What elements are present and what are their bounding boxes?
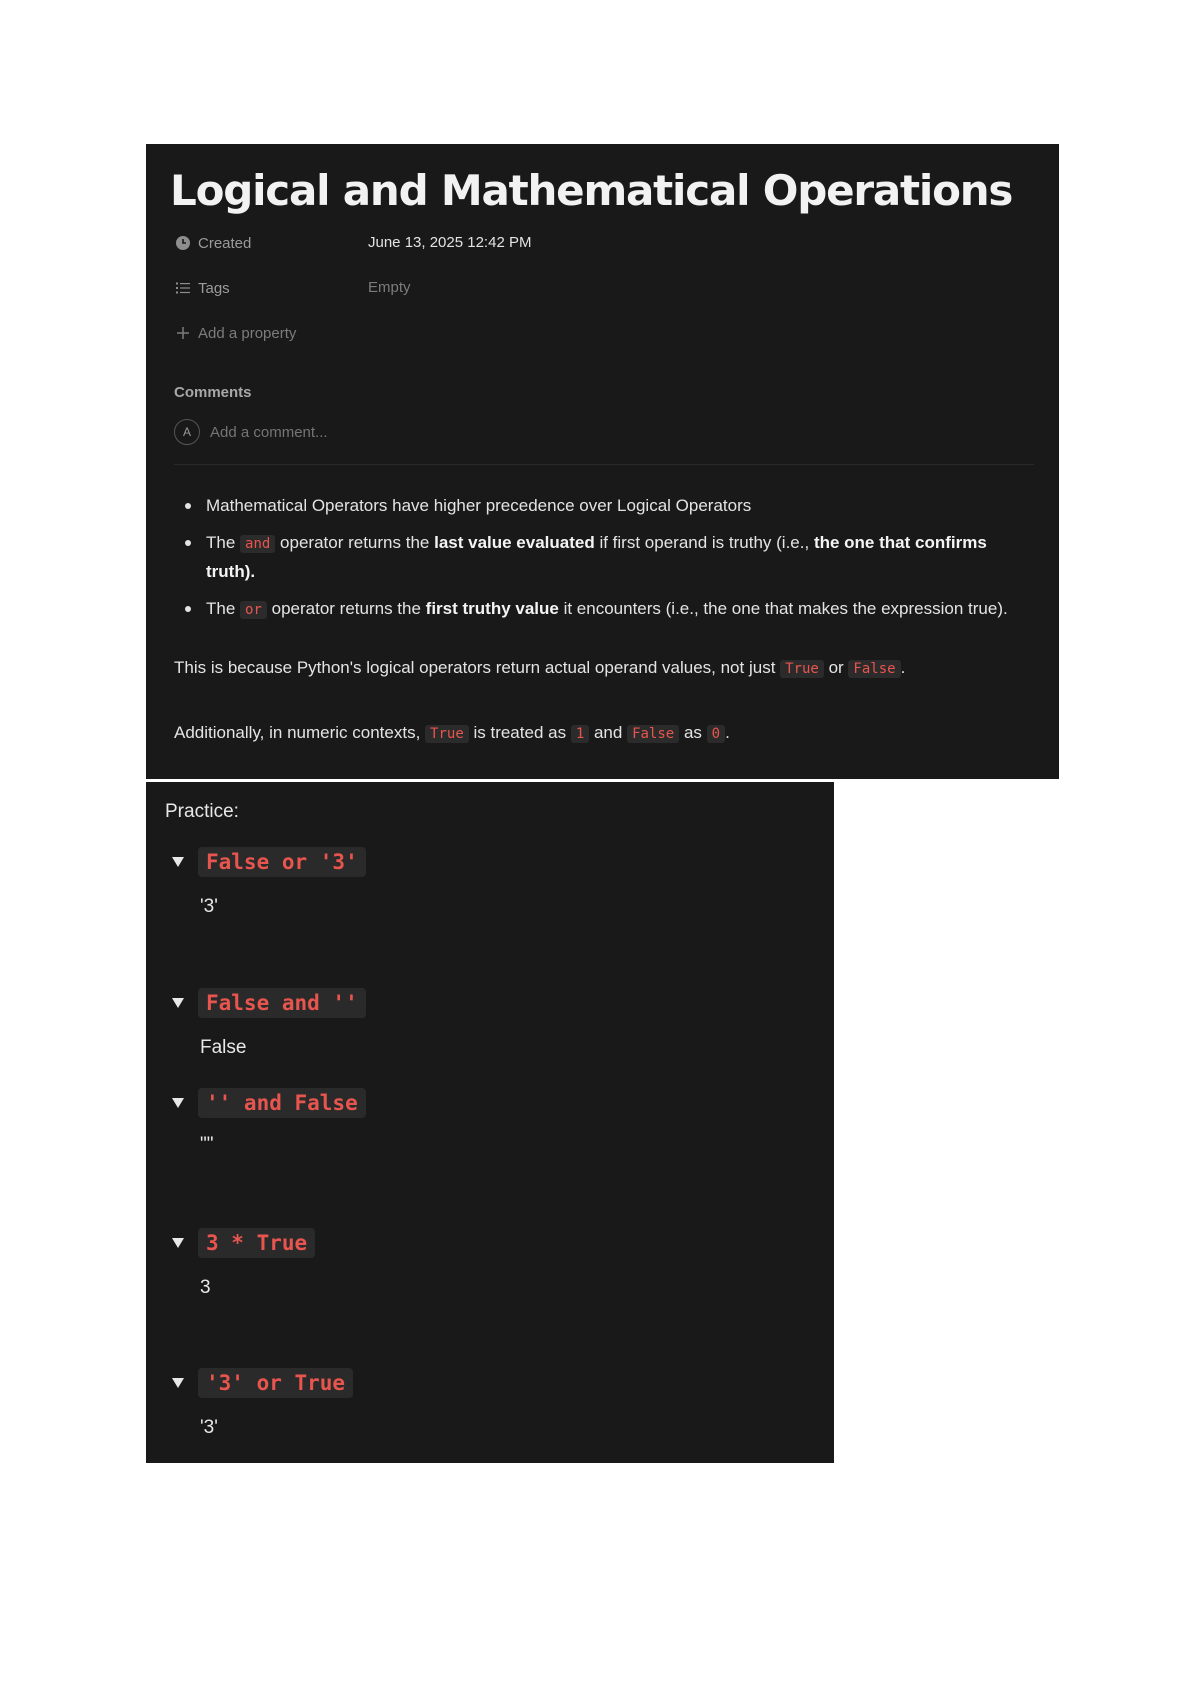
inline-code: False [848,660,900,678]
plus-icon [174,324,192,342]
toggle-answer: '3' [200,1417,218,1438]
para-text: is treated as [468,723,571,742]
toggle-block[interactable] [172,988,366,1018]
inline-code: True [425,725,469,743]
paragraph [174,719,1034,748]
triangle-down-icon[interactable] [172,998,184,1008]
comments-heading: Comments [174,384,252,401]
bullet-text: The [206,599,241,618]
toggle-code: False and '' [198,988,366,1018]
para-text: Additionally, in numeric contexts, [174,723,426,742]
toggle-block[interactable] [172,1228,315,1258]
toggle-code: '3' or True [198,1368,353,1398]
list-icon [174,279,192,297]
para-text: . [900,658,906,677]
property-value: Empty [368,279,411,296]
notion-page-panel [146,144,1059,779]
toggle-block[interactable] [172,847,366,877]
inline-code: 0 [707,725,725,743]
property-value: June 13, 2025 12:42 PM [368,234,532,251]
avatar: A [174,419,200,445]
triangle-down-icon[interactable] [172,1378,184,1388]
para-text: . [725,723,730,742]
toggle-code: '' and False [198,1088,366,1118]
bullet-text: operator returns the [275,533,435,552]
comment-input[interactable] [210,424,510,441]
paragraph [174,654,1034,683]
bold-text: first truthy value [425,599,559,618]
bullet-text: The [206,533,241,552]
triangle-down-icon[interactable] [172,1098,184,1108]
add-property-button[interactable] [174,321,296,345]
property-tags[interactable] [174,276,411,300]
inline-code: 1 [571,725,589,743]
practice-panel [146,782,834,1463]
property-label: Tags [198,279,230,297]
property-created[interactable] [174,231,532,255]
triangle-down-icon[interactable] [172,1238,184,1248]
toggle-answer: 3 [200,1277,211,1298]
para-text: and [589,723,628,742]
bullet-text: if first operand is truthy (i.e., [594,533,814,552]
page-title: Logical and Mathematical Operations [170,166,1013,215]
inline-code: True [780,660,824,678]
notes-list [174,492,1034,633]
toggle-block[interactable] [172,1368,353,1398]
para-text: or [823,658,849,677]
para-text: as [679,723,707,742]
inline-code: or [240,601,267,619]
toggle-answer: False [200,1037,247,1058]
toggle-answer: '3' [200,896,218,917]
bullet-text: operator returns the [266,599,426,618]
comment-row [174,419,510,445]
bullet-text: Mathematical Operators have higher precedence over Logical Operators [206,496,752,515]
inline-code: and [240,535,275,553]
practice-heading: Practice: [165,801,239,822]
list-item [174,529,1034,586]
inline-code: False [627,725,679,743]
bullet-text: it encounters (i.e., the one that makes the expression true). [558,599,1008,618]
toggle-answer: "" [200,1134,214,1155]
triangle-down-icon[interactable] [172,857,184,867]
para-text: This is because Python's logical operators return actual operand values, not just [174,658,781,677]
property-label: Created [198,234,252,252]
toggle-block[interactable] [172,1088,366,1118]
list-item [174,595,1034,624]
add-property-label: Add a property [198,324,297,342]
toggle-code: 3 * True [198,1228,315,1258]
clock-icon [174,234,192,252]
list-item [174,492,1034,520]
divider [174,464,1034,465]
toggle-code: False or '3' [198,847,366,877]
bold-text: last value evaluated [434,533,595,552]
bold-text: the one that confirms truth). [206,533,987,581]
